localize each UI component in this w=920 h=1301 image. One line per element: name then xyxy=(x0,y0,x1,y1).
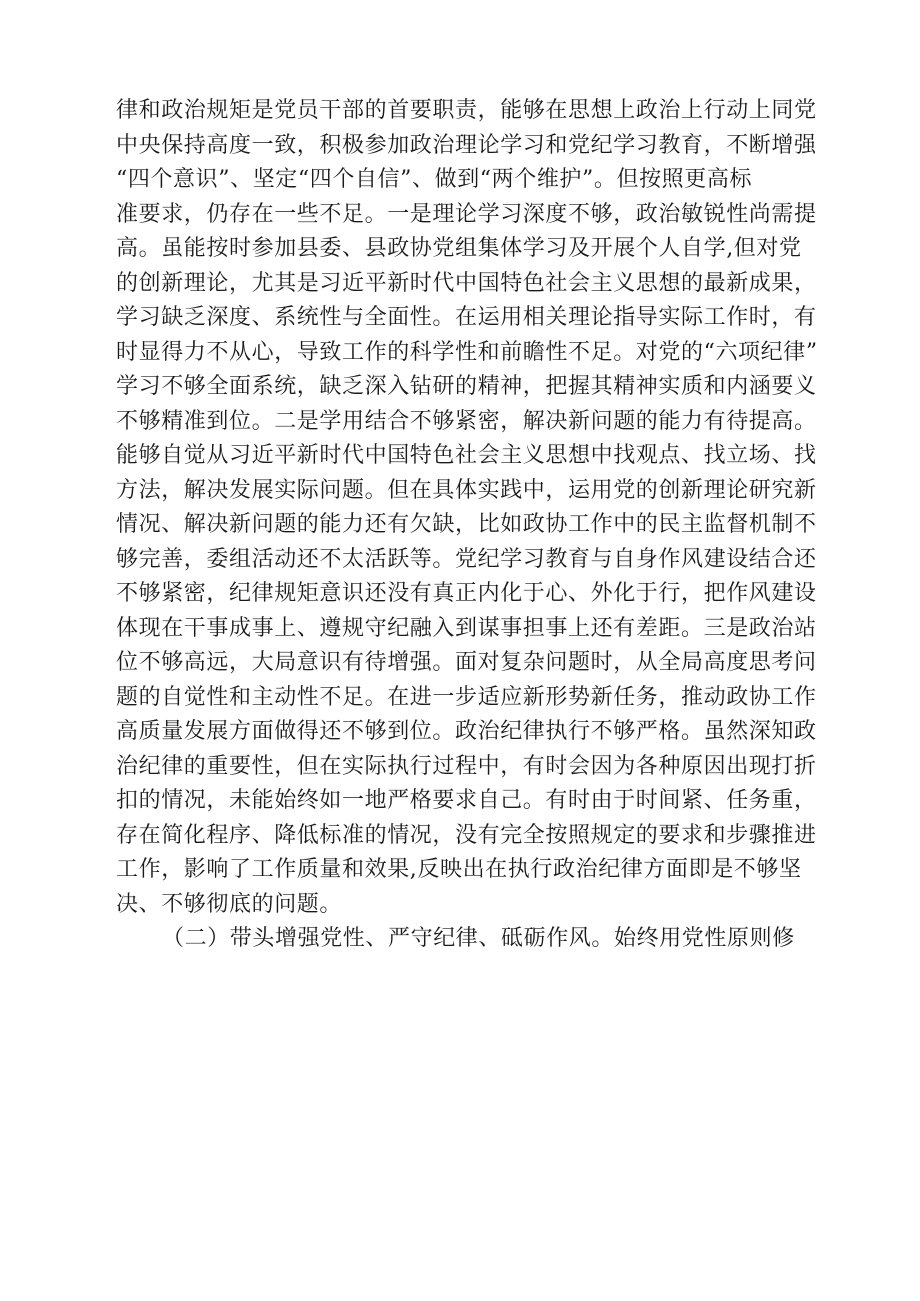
text-line: 不够精准到位。二是学用结合不够紧密，解决新问题的能力有待提高。 xyxy=(116,408,817,434)
text-line: 高质量发展方面做得还不够到位。政治纪律执行不够严格。虽然深知政 xyxy=(116,719,817,744)
body-text xyxy=(116,94,836,957)
text-line: “四个意识”、坚定“四个自信”、做到“两个维护”。但按照更高标 xyxy=(116,167,753,192)
text-line: 存在简化程序、降低标准的情况，没有完全按照规定的要求和步骤推进 xyxy=(116,822,817,848)
text-line: 决、不够彻底的问题。 xyxy=(116,891,343,917)
text-line: 中央保持高度一致，积极参加政治理论学习和党纪学习教育，不断增强 xyxy=(116,132,817,158)
text-line: 够完善，委组活动还不太活跃等。党纪学习教育与自身作风建设结合还 xyxy=(116,546,817,572)
text-line: 能够自觉从习近平新时代中国特色社会主义思想中找观点、找立场、找 xyxy=(116,443,817,468)
text-line: 治纪律的重要性，但在实际执行过程中，有时会因为各种原因出现打折 xyxy=(116,753,817,779)
text-line: 学习缺乏深度、系统性与全面性。在运用相关理论指导实际工作时，有 xyxy=(116,305,817,330)
text-line: 位不够高远，大局意识有待增强。面对复杂问题时，从全局高度思考问 xyxy=(116,650,817,675)
text-line: 体现在干事成事上、遵规守纪融入到谋事担事上还有差距。三是政治站 xyxy=(116,615,817,641)
text-line: 准要求，仍存在一些不足。一是理论学习深度不够，政治敏锐性尚需提 xyxy=(116,201,817,227)
text-line: 不够紧密，纪律规矩意识还没有真正内化于心、外化于行，把作风建设 xyxy=(116,581,817,606)
text-line: 律和政治规矩是党员干部的首要职责，能够在思想上政治上行动上同党 xyxy=(116,98,817,123)
text-line: 方法，解决发展实际问题。但在具体实践中，运用党的创新理论研究新 xyxy=(116,477,817,503)
text-line: 工作，影响了工作质量和效果,反映出在执行政治纪律方面即是不够坚 xyxy=(116,857,802,882)
text-line: 情况、解决新问题的能力还有欠缺，比如政协工作中的民主监督机制不 xyxy=(116,512,817,537)
text-line: 高。虽能按时参加县委、县政协党组集体学习及开展个人自学,但对党 xyxy=(116,236,802,261)
text-line: 学习不够全面系统，缺乏深入钻研的精神，把握其精神实质和内涵要义 xyxy=(116,374,817,399)
text-line: 扣的情况，未能始终如一地严格要求自己。有时由于时间紧、任务重， xyxy=(116,788,817,813)
text-line: 题的自觉性和主动性不足。在进一步适应新形势新任务，推动政协工作 xyxy=(116,684,817,710)
text-line: 时显得力不从心，导致工作的科学性和前瞻性不足。对党的“六项纪律” xyxy=(116,339,818,365)
text-line: 的创新理论，尤其是习近平新时代中国特色社会主义思想的最新成果， xyxy=(116,270,817,296)
section-heading-line: （二）带头增强党性、严守纪律、砥砺作风。始终用党性原则修 xyxy=(162,926,795,951)
